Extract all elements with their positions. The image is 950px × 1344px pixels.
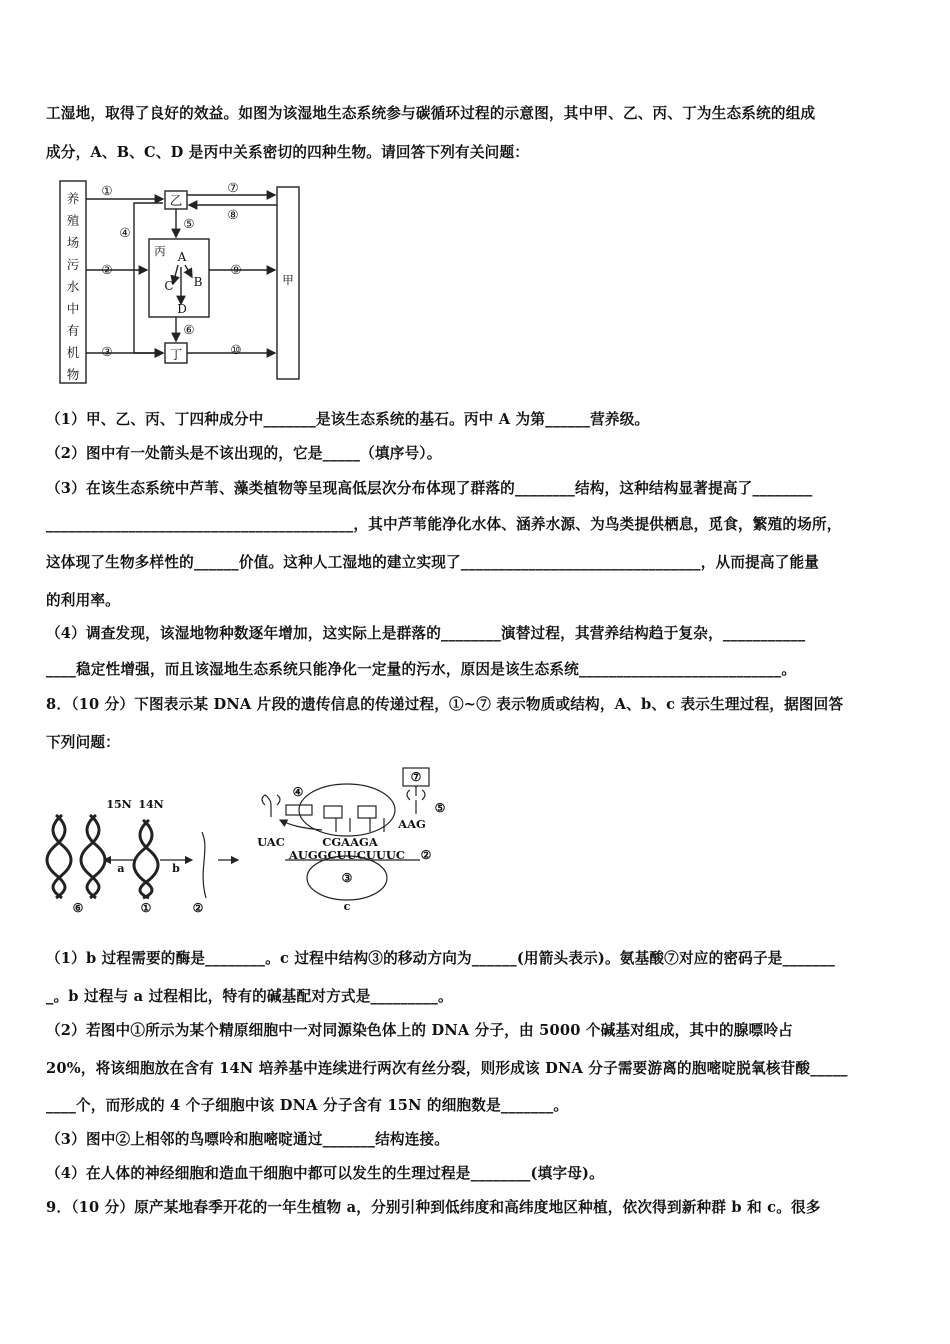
label-B: B xyxy=(193,275,203,289)
left-box-char: 殖 xyxy=(66,213,80,228)
marker-3: ③ xyxy=(341,871,353,885)
label-a: a xyxy=(117,862,125,875)
marker-8: ⑧ xyxy=(227,207,239,222)
intro-line-1: 工湿地，取得了良好的效益。如图为该湿地生态系统参与碳循环过程的示意图，其中甲、乙、丙、丁为生态系统的组成 xyxy=(46,105,816,122)
q7-part3-line3: 这体现了生物多样性的______价值。这种人工湿地的建立实现了________________________________，从而提高了能量 xyxy=(46,554,820,571)
left-box-char: 场 xyxy=(66,235,80,250)
left-box-char: 中 xyxy=(66,301,80,316)
q8-stem-line2: 下列问题： xyxy=(46,734,120,751)
left-box-char: 机 xyxy=(66,345,80,360)
marker-1: ① xyxy=(140,901,152,915)
marker-4: ④ xyxy=(292,785,304,799)
marker-3: ③ xyxy=(101,344,113,359)
q9-stem-line1: 9．（10 分）原产某地春季开花的一年生植物 a，分别引种到低纬度和高纬度地区种植，依次得到新种群 b 和 c。很多 xyxy=(46,1199,821,1216)
label-C: C xyxy=(164,279,174,293)
label-ding: 丁 xyxy=(169,347,183,362)
q8-part3: （3）图中②上相邻的鸟嘌呤和胞嘧啶通过_______结构连接。 xyxy=(46,1131,450,1148)
q7-part1: （1）甲、乙、丙、丁四种成分中_______是该生态系统的基石。丙中 A 为第______营养级。 xyxy=(46,411,650,428)
q7-part3-line2: _________________________________________，其中芦苇能净化水体、涵养水源、为鸟类提供栖息，觅食，繁殖的场所， xyxy=(46,516,842,533)
q7-part4-line2: ____稳定性增强，而且该湿地生态系统只能净化一定量的污水，原因是该生态系统___________________________。 xyxy=(46,661,797,678)
label-bing: 丙 xyxy=(154,244,166,258)
left-box-char: 养 xyxy=(66,191,80,206)
q8-part2-line3: ____个，而形成的 4 个子细胞中该 DNA 分子含有 15N 的细胞数是_______。 xyxy=(46,1097,569,1114)
q7-part2: （2）图中有一处箭头是不该出现的，它是_____（填序号）。 xyxy=(46,445,442,462)
label-yi: 乙 xyxy=(169,193,183,208)
marker-6: ⑥ xyxy=(183,322,195,337)
marker-7: ⑦ xyxy=(410,770,422,784)
label-14N: 14N xyxy=(138,798,164,811)
marker-4: ④ xyxy=(119,225,131,240)
marker-7: ⑦ xyxy=(227,180,239,195)
q8-part2-line1: （2）若图中①所示为某个精原细胞中一对同源染色体上的 DNA 分子，由 5000 个碱基对组成，其中的腺嘌呤占 xyxy=(46,1022,793,1039)
left-box-char: 有 xyxy=(66,323,80,338)
marker-1: ① xyxy=(101,183,113,198)
q8-part4: （4）在人体的神经细胞和造血干细胞中都可以发生的生理过程是________(填字母)。 xyxy=(46,1165,604,1182)
carbon-cycle-diagram xyxy=(52,173,312,388)
q8-part1-line2: _。b 过程与 a 过程相比，特有的碱基配对方式是_________。 xyxy=(46,988,453,1005)
marker-2: ② xyxy=(192,901,204,915)
label-b: b xyxy=(172,862,180,875)
left-box-char: 污 xyxy=(66,257,80,272)
q8-part1-line1: （1）b 过程需要的酶是________。c 过程中结构③的移动方向为______(用箭头表示)。氨基酸⑦对应的密码子是_______ xyxy=(46,950,836,967)
q7-part4-line1: （4）调查发现，该湿地物种数逐年增加，这实际上是群落的________演替过程，其营养结构趋于复杂，___________ xyxy=(46,625,806,642)
intro-line-2: 成分，A、B、C、D 是丙中关系密切的四种生物。请回答下列有关问题： xyxy=(46,144,530,161)
marker-2-mrna: ② xyxy=(420,848,432,862)
marker-6: ⑥ xyxy=(72,901,84,915)
q8-stem-line1: 8．（10 分）下图表示某 DNA 片段的遗传信息的传递过程，①~⑦ 表示物质或结构，A、b、c 表示生理过程，据图回答 xyxy=(46,696,844,713)
label-D: D xyxy=(177,302,187,316)
dna-transfer-diagram xyxy=(40,760,450,930)
left-box-char: 物 xyxy=(66,367,80,382)
q7-part3-line1: （3）在该生态系统中芦苇、藻类植物等呈现高低层次分布体现了群落的________结构，这种结构显著提高了________ xyxy=(46,480,813,497)
label-15N: 15N xyxy=(106,798,132,811)
left-box-char: 水 xyxy=(66,279,80,294)
codon-uac: UAC xyxy=(257,835,285,849)
anticodon-seq: CGAAGA xyxy=(322,835,378,849)
marker-9: ⑨ xyxy=(230,262,242,277)
q8-part2-line2: 20%，将该细胞放在含有 14N 培养基中连续进行两次有丝分裂，则形成该 DNA 分子需要游离的胞嘧啶脱氧核苷酸_____ xyxy=(46,1060,848,1077)
marker-2: ② xyxy=(101,262,113,277)
label-jia: 甲 xyxy=(282,273,294,287)
marker-10: ⑩ xyxy=(230,342,242,357)
mrna-seq: AUGGCUUCUUUC xyxy=(288,848,406,862)
label-c: c xyxy=(343,900,351,913)
marker-5: ⑤ xyxy=(434,801,446,815)
marker-5: ⑤ xyxy=(183,216,195,231)
q7-part3-line4: 的利用率。 xyxy=(46,592,120,609)
codon-aag: AAG xyxy=(398,817,426,831)
label-A: A xyxy=(177,250,187,264)
